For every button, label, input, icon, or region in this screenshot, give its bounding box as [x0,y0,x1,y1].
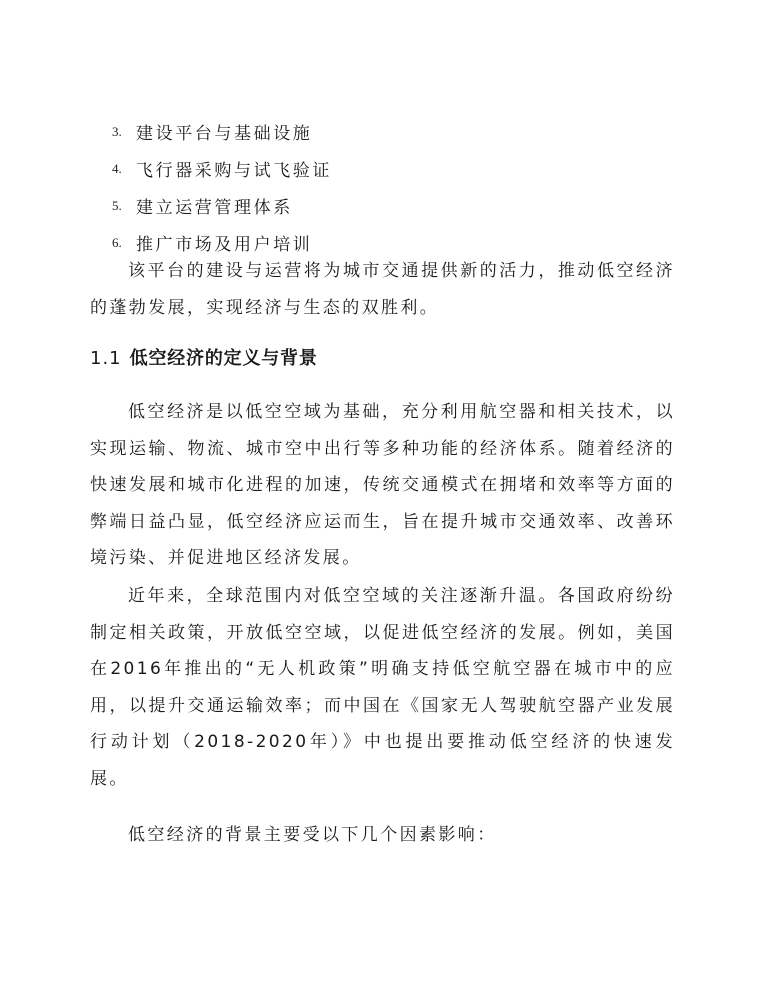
list-item-text: 飞行器采购与试飞验证 [136,161,332,181]
list-item-text: 推广市场及用户培训 [136,235,313,255]
section-heading [90,344,318,370]
numbered-list [112,113,672,261]
list-item-number: 5. [112,197,122,213]
list-item [112,187,672,224]
list-item-text: 建设平台与基础设施 [136,124,313,144]
section-title: 低空经济的定义与背景 [129,348,318,369]
list-item-text: 建立运营管理体系 [136,198,293,218]
list-item-number: 6. [112,234,122,250]
paragraph-factors-intro: 低空经济的背景主要受以下几个因素影响： [128,825,497,845]
paragraph-background: 近年来，全球范围内对低空空域的关注逐渐升温。各国政府纷纷制定相关政策，开放低空空域，以促进低空经济的发展。例如，美国在2016年推出的“无人机政策”明确支持低空航空器在城市中的应用，以提升交通运输效率；而中国在《国家无人驾驶航空器产业发展行动计划（2018-2020年）》中也提出要推动低空经济的快速发展。 [90,586,675,789]
section-number: 1.1 [90,348,122,369]
list-item-number: 3. [112,123,122,139]
paragraph-intro-conclusion: 该平台的建设与运营将为城市交通提供新的活力，推动低空经济的蓬勃发展，实现经济与生态的双胜利。 [90,261,675,318]
list-item [112,150,672,187]
list-item [112,113,672,150]
list-item-number: 4. [112,160,122,176]
paragraph-definition: 低空经济是以低空空域为基础，充分利用航空器和相关技术，以实现运输、物流、城市空中出行等多种功能的经济体系。随着经济的快速发展和城市化进程的加速，传统交通模式在拥堵和效率等方面的弊端日益凸显，低空经济应运而生，旨在提升城市交通效率、改善环境污染、并促进地区经济发展。 [90,402,675,568]
